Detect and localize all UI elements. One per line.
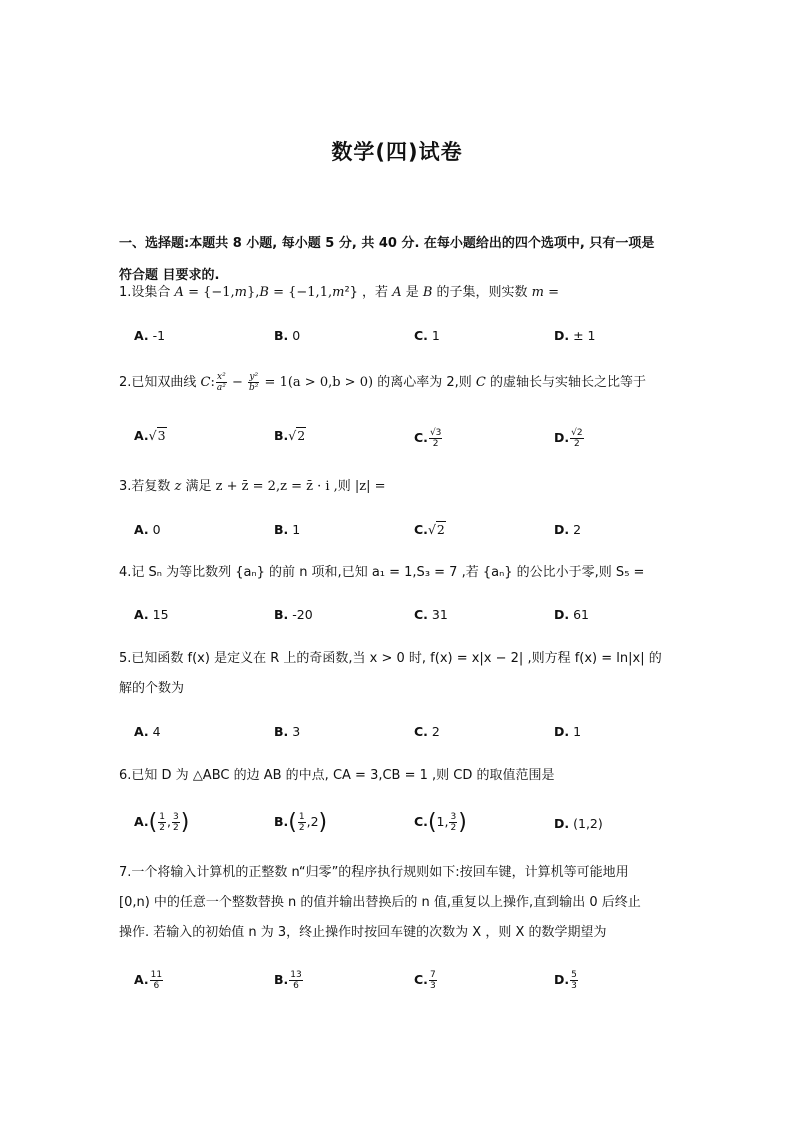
option-b[interactable] [274,428,306,443]
math-expr: = [544,285,560,300]
option-b[interactable] [274,607,313,622]
option-label: C. [414,607,428,622]
question-2: 2.已知双曲线 C: $\frac{\text{x²}}{\text{a²}}$ − $\frac{\text{y²}}{\text{b²}}$ = 1(a > 0,b > 0) 的离心率为 2,则 C 的虚轴长与实轴长之比等于 [119,372,646,393]
math-expr: = {−1,1, [268,285,333,300]
option-label: B. [274,328,289,343]
fraction-denominator: b² [249,383,259,393]
question-number: 7. [119,865,132,880]
page-title: 数学(四)试卷 [331,140,463,164]
option-text: 4 [152,724,161,739]
options-7 [134,970,674,1000]
option-text: √2 [288,428,306,443]
option-text: 1 [292,522,301,537]
fraction [216,372,227,393]
option-label: C. [414,814,428,829]
fraction: $\frac{5}{3}$ [571,970,577,991]
fraction: $\frac{7}{3}$ [429,970,436,991]
math-expr: }, [247,285,260,300]
fraction: $\frac{1}{2}$ [159,812,165,833]
option-c[interactable] [414,428,443,449]
question-text: 已知函数 f(x) 是定义在 R 上的奇函数,当 x > 0 时, f(x) = x|x − 2| ,则方程 f(x) = ln|x| 的 [131,651,662,666]
section-heading-line-2: 符合题 目要求的. [119,268,220,283]
question-text: 的子集，则实数 [432,285,532,300]
option-label: A. [134,724,149,739]
option-text: 61 [573,607,590,622]
option-text: 1 [573,724,582,739]
option-a[interactable] [134,522,161,537]
question-text-line-2: 解的个数为 [119,681,185,696]
option-b[interactable]: B.( $\frac{1}{2}$ ,2) [274,810,328,835]
option-label: D. [554,724,570,739]
option-label: B. [274,522,289,537]
fraction-numerator: x² [217,372,226,382]
option-text: 3 [292,724,301,739]
question-4 [119,558,679,588]
question-text: ²} ，若 [344,285,393,300]
option-label: B. [274,724,289,739]
option-label: A. [134,607,149,622]
option-a[interactable]: A.( $\frac{1}{2}$ , $\frac{3}{2}$ ) [134,810,190,835]
question-1 [119,278,679,308]
option-label: C. [414,522,428,537]
option-a[interactable] [134,970,164,991]
option-text: $\frac{√2}{2}$ [571,428,583,449]
question-7 [119,858,679,948]
option-b[interactable] [274,522,300,537]
option-label: B. [274,814,289,829]
option-b[interactable] [274,328,300,343]
option-d[interactable] [554,970,579,991]
option-label: A. [134,972,149,987]
question-text: 已知 D 为 △ABC 的边 AB 的中点, CA = 3,CB = 1 ,则 CD 的取值范围是 [131,768,555,783]
option-c[interactable] [414,970,438,991]
math-var: m [332,285,345,300]
option-text: 0 [152,522,161,537]
option-c[interactable] [414,522,446,537]
question-6 [119,761,679,791]
option-c[interactable] [414,724,440,739]
option-text: (1,2) [573,816,603,831]
option-c[interactable]: C.(1, $\frac{3}{2}$ ) [414,810,467,835]
option-label: A. [134,328,149,343]
option-text: 2 [573,522,582,537]
question-number: 6. [119,768,132,783]
math-var: z [174,479,182,494]
question-number: 1. [119,285,132,300]
math-var: C [200,375,211,390]
options-5 [134,724,674,748]
question-text: 一个将输入计算机的正整数 n“归零”的程序执行规则如下:按回车键，计算机等可能地用 [131,865,629,880]
option-label: D. [554,522,570,537]
options-3 [134,522,674,546]
fraction: $\frac{11}{6}$ [150,970,163,991]
option-label: B. [274,972,289,987]
math-var: A [392,285,402,300]
option-label: B. [274,607,289,622]
option-label: C. [414,430,428,445]
options-4 [134,607,674,631]
option-label: B. [274,428,289,443]
option-b[interactable] [274,724,300,739]
options-1 [134,328,674,352]
option-a[interactable] [134,607,169,622]
option-text: 2 [431,724,440,739]
question-number: 3. [119,479,132,494]
option-c[interactable] [414,607,448,622]
option-text: √3 [148,428,166,443]
option-text: -20 [292,607,313,622]
question-text: 的离心率为 2,则 [377,375,476,390]
fraction-numerator: y² [249,372,259,382]
question-text: 已知双曲线 [131,375,201,390]
question-number: 4. [119,565,132,580]
math-var: B [259,285,269,300]
option-d[interactable] [554,607,589,622]
option-c[interactable] [414,328,440,343]
option-label: D. [554,607,570,622]
option-d[interactable] [554,816,603,831]
math-expr: 满足 z + z̄ = 2,z = z̄ · i ,则 |z| = [181,479,386,494]
option-d[interactable] [554,428,585,449]
option-label: C. [414,972,428,987]
question-text: 记 Sₙ 为等比数列 {aₙ} 的前 n 项和,已知 a₁ = 1,S₃ = 7 ,若 {aₙ} 的公比小于零,则 S₅ = [131,565,645,580]
fraction [248,372,259,393]
option-a[interactable] [134,724,161,739]
option-label: C. [414,328,428,343]
option-d[interactable] [554,522,581,537]
option-text: ± 1 [573,328,596,343]
option-d[interactable] [554,724,581,739]
option-text: $\frac{√3}{2}$ [429,428,442,449]
option-label: D. [554,430,570,445]
question-text: 设集合 [131,285,175,300]
question-3 [119,472,679,502]
option-label: D. [554,816,570,831]
section-heading-line-1: 一、选择题:本题共 8 小题, 每小题 5 分, 共 40 分. 在每小题给出的四个选项中, 只有一项是 [119,236,655,251]
option-label: D. [554,328,570,343]
option-text: √2 [427,522,445,537]
option-text: 31 [431,607,448,622]
option-text: 0 [292,328,301,343]
option-label: A. [134,522,149,537]
option-label: C. [414,724,428,739]
fraction: $\frac{3}{2}$ [450,812,457,833]
option-label: D. [554,972,570,987]
question-5 [119,644,679,704]
math-var: B [422,285,433,300]
option-text: 1 [431,328,440,343]
fraction: $\frac{1}{2}$ [298,812,305,833]
question-text: 若复数 [131,479,175,494]
math-var: C [475,375,486,390]
math-var: m [234,285,247,300]
question-number: 2. [119,375,132,390]
option-text: -1 [152,328,166,343]
question-text-line-2: [0,n) 中的任意一个整数替换 n 的值并输出替换后的 n 值,重复以上操作,直到输出 0 后终止 [119,895,641,910]
option-label: A. [134,814,149,829]
option-text: 15 [152,607,169,622]
option-b[interactable] [274,970,304,991]
math-var: A [174,285,184,300]
question-text-line-3: 操作. 若输入的初始值 n 为 3，终止操作时按回车键的次数为 X ，则 X 的数学期望为 [119,925,607,940]
fraction: $\frac{13}{6}$ [290,970,302,991]
options-2 [134,428,674,452]
math-var: m [531,285,544,300]
fraction: $\frac{3}{2}$ [172,812,179,833]
question-number: 5. [119,651,132,666]
options-6 [134,810,674,840]
question-text: 的虚轴长与实轴长之比等于 [485,375,646,390]
fraction-denominator: a² [216,383,226,393]
math-expr: = {−1, [183,285,235,300]
option-a[interactable] [134,428,167,443]
option-a[interactable] [134,328,165,343]
question-text: 是 [401,285,423,300]
option-d[interactable] [554,328,596,343]
option-label: A. [134,428,149,443]
math-expr: = 1(a > 0,b > 0) [260,375,378,390]
